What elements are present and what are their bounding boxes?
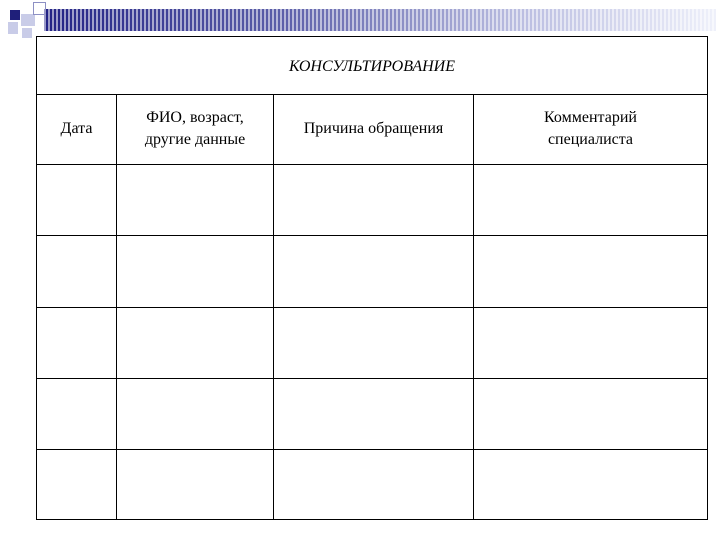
header-separator xyxy=(36,164,708,165)
table-border-top xyxy=(36,36,708,37)
decor-square-left xyxy=(8,22,18,34)
row-separator xyxy=(36,307,708,308)
table-title: КОНСУЛЬТИРОВАНИЕ xyxy=(288,58,456,75)
column-header-date: Дата xyxy=(60,119,93,137)
row-separator xyxy=(36,235,708,236)
decor-square-small xyxy=(22,28,32,38)
decor-square-dark xyxy=(10,10,20,20)
row-separator xyxy=(36,378,708,379)
row-separator xyxy=(36,449,708,450)
column-header-person: ФИО, возраст, другие данные xyxy=(144,108,246,148)
column-header-reason: Причина обращения xyxy=(303,119,444,137)
table-border-bottom xyxy=(36,519,708,520)
consultation-table xyxy=(36,36,708,520)
decor-square-light xyxy=(21,14,35,26)
column-header-comment: Комментарий специалиста xyxy=(544,108,637,148)
header-band-stripes xyxy=(44,9,716,31)
table-border-right xyxy=(707,36,708,520)
